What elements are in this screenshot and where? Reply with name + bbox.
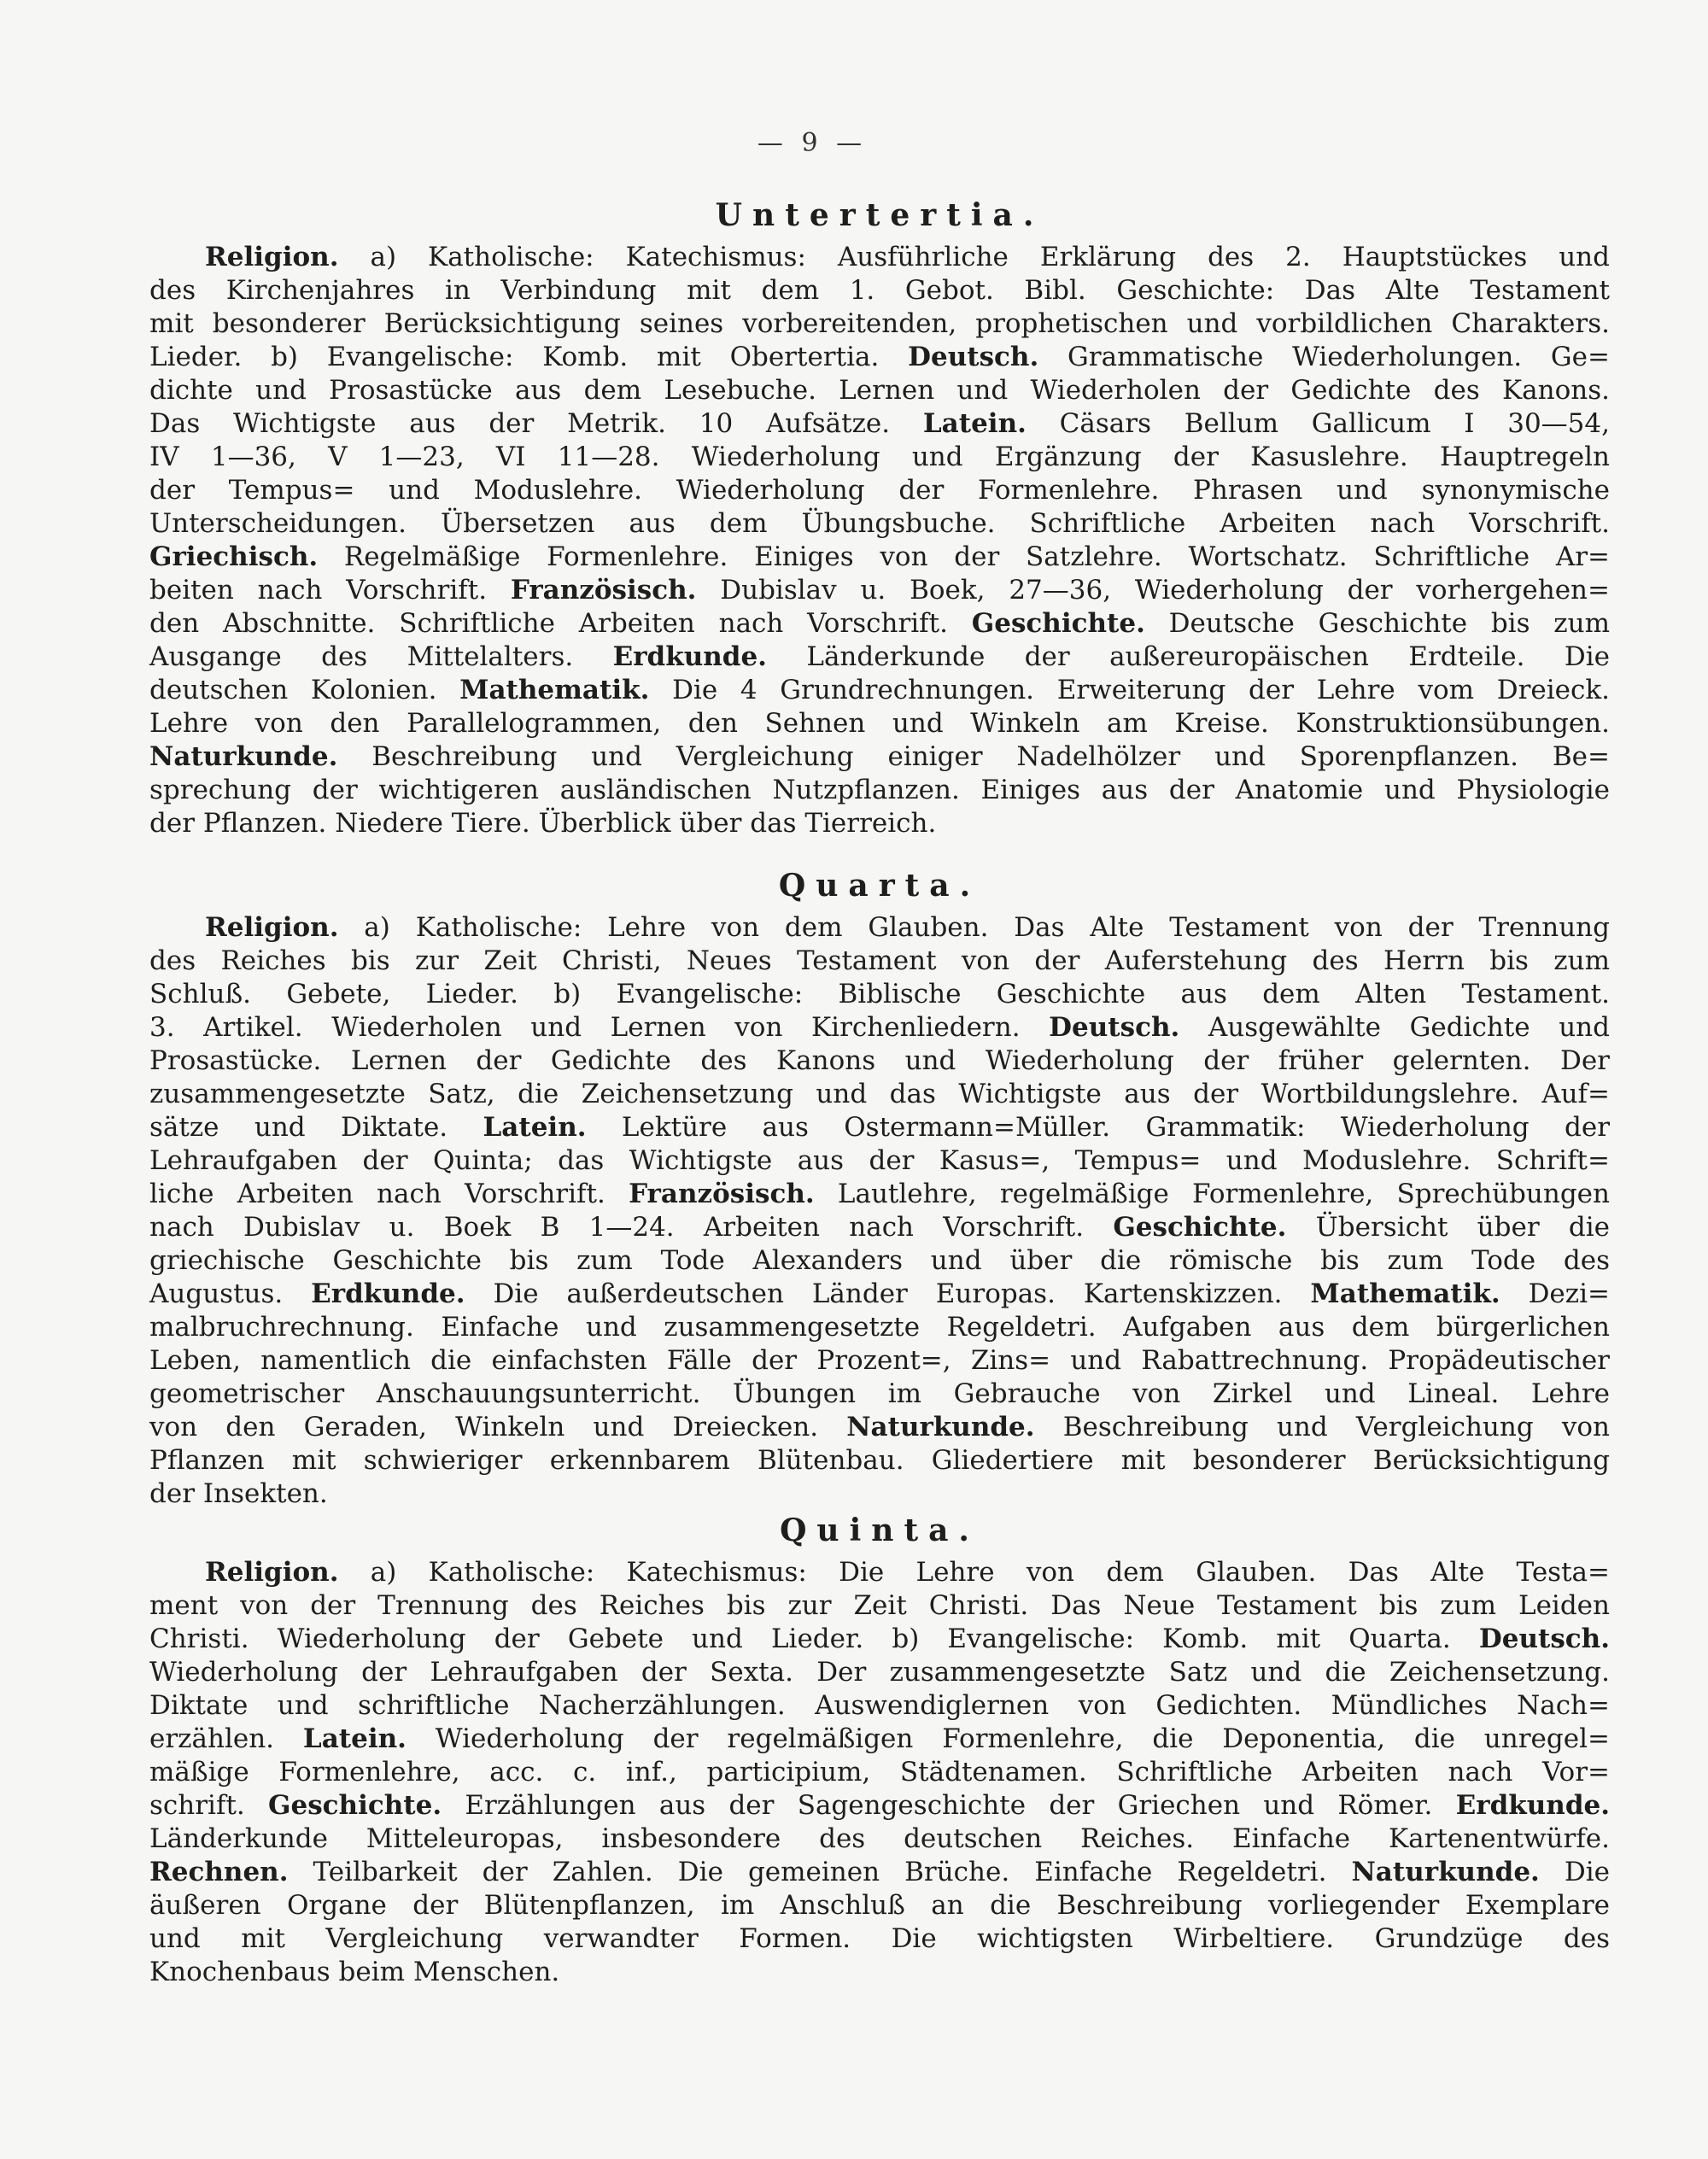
text-run: a) Katholische: Katechismus: Ausführliche Erklärung des 2. Hauptstückes und (338, 242, 1610, 272)
text-run: äußeren Organe der Blütenpflanzen, im Anschluß an die Beschreibung vorliegender Exemplare (149, 1890, 1610, 1921)
subject-label: Französisch. (510, 575, 697, 606)
subject-label: Griechisch. (149, 541, 319, 572)
text-run: der Tempus= und Moduslehre. Wiederholung der Formenlehre. Phrasen und synonymische (149, 475, 1610, 506)
text-line (149, 1178, 1610, 1211)
text-run: dichte und Prosastücke aus dem Lesebuche. Lernen und Wiederholen der Gedichte des Kanons. (149, 375, 1610, 406)
text-run: Länderkunde der außereuropäischen Erdteile. Die (766, 641, 1610, 672)
text-line (149, 1589, 1610, 1623)
text-run: deutschen Kolonien. (149, 675, 460, 705)
text-line (149, 978, 1610, 1011)
text-run: von den Geraden, Winkeln und Dreiecken. (149, 1412, 847, 1442)
subject-label: Religion. (205, 242, 339, 272)
text-run: zusammengesetzte Satz, die Zeichensetzung und das Wichtigste aus der Wortbildungslehre. Auf= (149, 1079, 1610, 1109)
text-run: Lehraufgaben der Quinta; das Wichtigste aus der Kasus=, Tempus= und Moduslehre. Schrift= (149, 1145, 1610, 1176)
text-run: schrift. (149, 1790, 269, 1821)
text-line (149, 1278, 1610, 1311)
text-run: Ausgewählte Gedichte und (1179, 1012, 1610, 1043)
text-run: Teilbarkeit der Zahlen. Die gemeinen Brüche. Einfache Regeldetri. (288, 1857, 1352, 1887)
text-line (149, 1044, 1610, 1078)
text-line (149, 1856, 1610, 1889)
text-run: erzählen. (149, 1723, 303, 1754)
text-run: den Abschnitte. Schriftliche Arbeiten nach Vorschrift. (149, 608, 972, 639)
subject-label: Geschichte. (971, 608, 1145, 639)
subject-label: Deutsch. (1049, 1012, 1180, 1043)
text-run: Christi. Wiederholung der Gebete und Lieder. b) Evangelische: Komb. mit Quarta. (149, 1624, 1479, 1654)
text-run: Übersicht über die (1286, 1212, 1610, 1243)
subject-label: Geschichte. (1113, 1212, 1287, 1243)
subject-label: Erdkunde. (1455, 1790, 1611, 1821)
text-run: Augustus. (149, 1278, 312, 1309)
text-run: mit besonderer Berücksichtigung seines vorbereitenden, prophetischen und vorbildlichen Charakters. (149, 308, 1610, 339)
subject-label: Naturkunde. (149, 741, 338, 772)
text-line (149, 1078, 1610, 1111)
text-line (149, 1756, 1610, 1789)
text-run: Die außerdeutschen Länder Europas. Kartenskizzen. (465, 1278, 1311, 1309)
text-run: der Pflanzen. Niedere Tiere. Überblick über das Tierreich. (149, 808, 937, 839)
subject-label: Latein. (302, 1723, 407, 1754)
text-line (149, 1556, 1610, 1589)
page-number: — 9 — (757, 128, 868, 158)
text-line (149, 1311, 1610, 1344)
text-run: nach Dubislav u. Boek B 1—24. Arbeiten nach Vorschrift. (149, 1212, 1114, 1243)
text-run: Lehre von den Parallelogrammen, den Sehnen und Winkeln am Kreise. Konstruktionsübungen. (149, 708, 1610, 739)
text-run: der Insekten. (149, 1478, 328, 1509)
text-line (149, 1011, 1610, 1044)
text-line (149, 1689, 1610, 1723)
text-line (149, 1144, 1610, 1178)
text-line (149, 307, 1610, 341)
text-line (149, 911, 1610, 945)
text-line (149, 641, 1610, 674)
text-run: Wiederholung der regelmäßigen Formenlehre, die Deponentia, die unregel= (406, 1723, 1610, 1754)
text-run: ment von der Trennung des Reiches bis zur Zeit Christi. Das Neue Testament bis zum Leiden (149, 1590, 1610, 1621)
text-run: Diktate und schriftliche Nacherzählungen. Auswendiglernen von Gedichten. Mündliches Nach= (149, 1690, 1610, 1721)
text-run: Schluß. Gebete, Lieder. b) Evangelische: Biblische Geschichte aus dem Alten Testament. (149, 979, 1610, 1009)
text-line (149, 474, 1610, 507)
text-run: Dezi= (1500, 1278, 1610, 1309)
subject-label: Erdkunde. (311, 1278, 465, 1309)
section-heading: Quinta. (780, 1512, 980, 1548)
section-untertertia (149, 198, 1610, 840)
subject-label: Deutsch. (908, 342, 1039, 372)
text-run: sätze und Diktate. (149, 1112, 483, 1143)
text-run: 3. Artikel. Wiederholen und Lernen von Kirchenliedern. (149, 1012, 1050, 1043)
text-run: mäßige Formenlehre, acc. c. inf., participium, Städtenamen. Schriftliche Arbeiten nach Vor= (149, 1757, 1610, 1787)
text-line (149, 740, 1610, 774)
text-line (149, 945, 1610, 978)
subject-label: Religion. (205, 912, 339, 943)
text-run: Unterscheidungen. Übersetzen aus dem Übungsbuche. Schriftliche Arbeiten nach Vorschrift. (149, 508, 1610, 539)
text-line (149, 541, 1610, 574)
text-line (149, 1211, 1610, 1244)
subject-label: Mathematik. (1310, 1278, 1500, 1309)
text-run: Grammatische Wiederholungen. Ge= (1038, 342, 1610, 372)
text-run: geometrischer Anschauungsunterricht. Übungen im Gebrauche von Zirkel und Lineal. Lehre (149, 1378, 1610, 1409)
section-heading: Quarta. (778, 868, 981, 904)
text-line (149, 341, 1610, 374)
text-line (149, 1823, 1610, 1856)
text-run: griechische Geschichte bis zum Tode Alexanders und über die römische bis zum Tode des (149, 1245, 1610, 1276)
text-line (149, 607, 1610, 641)
subject-label: Erdkunde. (612, 641, 767, 672)
text-line (149, 1889, 1610, 1922)
text-line (149, 1723, 1610, 1756)
subject-label: Mathematik. (459, 675, 650, 705)
text-run: Wiederholung der Lehraufgaben der Sexta. Der zusammengesetzte Satz und die Zeichensetzung. (149, 1657, 1610, 1688)
text-line (149, 1111, 1610, 1144)
subject-label: Latein. (483, 1112, 587, 1143)
text-run: des Reiches bis zur Zeit Christi, Neues Testament von der Auferstehung des Herrn bis zum (149, 945, 1610, 976)
text-line (149, 674, 1610, 707)
text-run: Cäsars Bellum Gallicum I 30—54, (1026, 408, 1610, 439)
text-run: Das Wichtigste aus der Metrik. 10 Aufsätze. (149, 408, 923, 439)
text-line (149, 1244, 1610, 1278)
text-run: a) Katholische: Lehre von dem Glauben. Das Alte Testament von der Trennung (338, 912, 1610, 943)
text-line (149, 1956, 1610, 1989)
subject-label: Naturkunde. (846, 1412, 1035, 1442)
text-line (149, 374, 1610, 407)
text-line (149, 441, 1610, 474)
text-line (149, 507, 1610, 541)
text-run: malbruchrechnung. Einfache und zusammengesetzte Regeldetri. Aufgaben aus dem bürgerlichen (149, 1312, 1610, 1343)
text-line (149, 241, 1610, 274)
text-line (149, 1444, 1610, 1477)
text-line (149, 707, 1610, 740)
subject-label: Deutsch. (1478, 1624, 1610, 1654)
text-run: beiten nach Vorschrift. (149, 575, 511, 606)
subject-label: Religion. (205, 1557, 339, 1588)
text-line (149, 774, 1610, 807)
text-run: Knochenbaus beim Menschen. (149, 1957, 560, 1987)
subject-label: Naturkunde. (1351, 1857, 1540, 1887)
text-run: a) Katholische: Katechismus: Die Lehre von dem Glauben. Das Alte Testa= (338, 1557, 1610, 1588)
text-run: Leben, namentlich die einfachsten Fälle der Prozent=, Zins= und Rabattrechnung. Propädeutischer (149, 1345, 1610, 1376)
text-run: des Kirchenjahres in Verbindung mit dem 1. Gebot. Bibl. Geschichte: Das Alte Testament (149, 275, 1610, 306)
text-line (149, 407, 1610, 441)
text-line (149, 1378, 1610, 1411)
text-line (149, 274, 1610, 307)
text-run: Ausgange des Mittelalters. (149, 641, 613, 672)
section-quinta (149, 1513, 1610, 1989)
text-run: Regelmäßige Formenlehre. Einiges von der Satzlehre. Wortschatz. Schriftliche Ar= (318, 541, 1610, 572)
text-run: Prosastücke. Lernen der Gedichte des Kanons und Wiederholung der früher gelernten. Der (149, 1045, 1610, 1076)
subject-label: Geschichte. (268, 1790, 442, 1821)
text-run: Lieder. b) Evangelische: Komb. mit Obertertia. (149, 342, 909, 372)
text-line (149, 1789, 1610, 1823)
text-run: und mit Vergleichung verwandter Formen. Die wichtigsten Wirbeltiere. Grundzüge des (149, 1923, 1610, 1954)
text-run: Beschreibung und Vergleichung von (1034, 1412, 1610, 1442)
section-heading: Untertertia. (715, 197, 1044, 233)
text-run: Die 4 Grundrechnungen. Erweiterung der Lehre vom Dreieck. (649, 675, 1610, 705)
subject-label: Latein. (922, 408, 1027, 439)
text-run: Lautlehre, regelmäßige Formenlehre, Sprechübungen (814, 1179, 1610, 1209)
text-run: Die (1539, 1857, 1610, 1887)
text-run: sprechung der wichtigeren ausländischen Nutzpflanzen. Einiges aus der Anatomie und Physiologie (149, 775, 1610, 805)
subject-label: Französisch. (629, 1179, 815, 1209)
text-run: Dubislav u. Boek, 27—36, Wiederholung der vorhergehen= (696, 575, 1610, 606)
text-line (149, 1922, 1610, 1956)
subject-label: Rechnen. (149, 1857, 289, 1887)
text-line (149, 807, 1610, 840)
text-run: Pflanzen mit schwieriger erkennbarem Blütenbau. Gliedertiere mit besonderer Berücksichtigung (149, 1445, 1610, 1476)
text-line (149, 1344, 1610, 1378)
text-line (149, 1411, 1610, 1444)
text-run: liche Arbeiten nach Vorschrift. (149, 1179, 629, 1209)
text-line (149, 1477, 1610, 1511)
text-run: Erzählungen aus der Sagengeschichte der Griechen und Römer. (442, 1790, 1456, 1821)
text-run: Deutsche Geschichte bis zum (1144, 608, 1610, 639)
text-line (149, 1656, 1610, 1689)
text-line (149, 1623, 1610, 1656)
text-run: Lektüre aus Ostermann=Müller. Grammatik: Wiederholung der (586, 1112, 1611, 1143)
text-run: Beschreibung und Vergleichung einiger Nadelhölzer und Sporenpflanzen. Be= (337, 741, 1610, 772)
text-run: Länderkunde Mitteleuropas, insbesondere des deutschen Reiches. Einfache Kartenentwürfe. (149, 1823, 1610, 1854)
text-run: IV 1—36, V 1—23, VI 11—28. Wiederholung und Ergänzung der Kasuslehre. Hauptregeln (149, 442, 1610, 472)
text-line (149, 574, 1610, 607)
section-quarta (149, 869, 1610, 1511)
